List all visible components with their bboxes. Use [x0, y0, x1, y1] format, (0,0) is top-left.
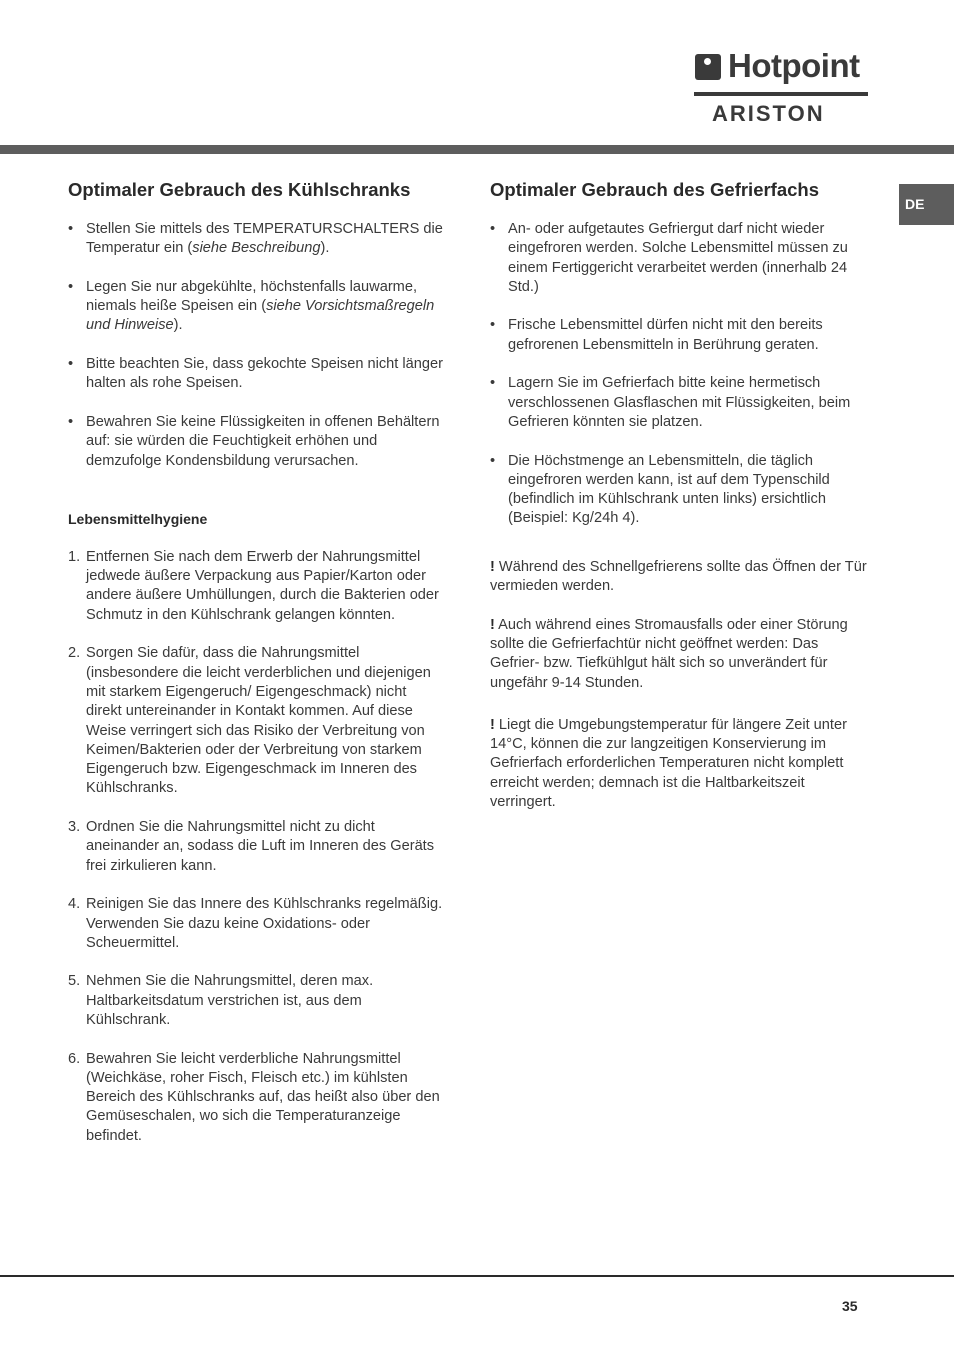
- list-item: • Bitte beachten Sie, dass gekochte Speisen nicht länger halten als rohe Speisen.: [68, 355, 444, 394]
- fridge-bullet-list: [68, 220, 444, 471]
- logo-mark-icon: [695, 54, 721, 80]
- hygiene-subheading: Lebensmittelhygiene: [68, 510, 208, 527]
- warning-note: ! Auch während eines Stromausfalls oder einer Störung sollte die Gefrierfachtür nicht geöffnet werden: Das Gefrier- bzw. Tiefkühlgut hält sich so unverändert für ungefähr 9-14 Stunden.: [490, 616, 848, 691]
- freezer-bullet-list: [490, 220, 870, 529]
- list-item: • Legen Sie nur abgekühlte, höchstenfalls lauwarme, niemals heiße Speisen ein (siehe Vorsichtsmaßregeln und Hinweise).: [68, 278, 444, 336]
- warning-icon: !: [490, 716, 495, 733]
- list-item: 4. Reinigen Sie das Innere des Kühlschranks regelmäßig. Verwenden Sie dazu keine Oxidations- oder Scheuermittel.: [68, 896, 443, 951]
- list-item: 5. Nehmen Sie die Nahrungsmittel, deren max. Haltbarkeitsdatum verstrichen ist, aus dem Kühlschrank.: [68, 973, 374, 1028]
- page-number: 35: [842, 1298, 858, 1314]
- list-item: • Die Höchstmenge an Lebensmitteln, die täglich eingefroren werden kann, ist auf dem Typenschild (befindlich im Kühlschrank unten links) ersichtlich (Beispiel: Kg/24h 4).: [490, 452, 870, 529]
- warning-note: ! Während des Schnellgefrierens sollte das Öffnen der Tür vermieden werden.: [490, 558, 867, 595]
- list-item: 3. Ordnen Sie die Nahrungsmittel nicht zu dicht aneinander an, sodass die Luft im Inneren des Geräts frei zirkulieren kann.: [68, 819, 435, 874]
- list-item: • Lagern Sie im Gefrierfach bitte keine hermetisch verschlossenen Glasflaschen mit Flüssigkeiten, beim Gefrieren könnten sie platzen.: [490, 374, 870, 432]
- logo-main-text: Hotpoint: [728, 47, 860, 84]
- list-item: • Frische Lebensmittel dürfen nicht mit den bereits gefrorenen Lebensmitteln in Berührung geraten.: [490, 316, 870, 355]
- right-column: [490, 180, 870, 832]
- list-item: 2. Sorgen Sie dafür, dass die Nahrungsmittel (insbesondere die leicht verderblichen und diejenigen mit starkem Eigengeruch/ Eigengeschmack) nicht direkt untereinander in Kontakt kommen. Auf diese Weise verringert sich das Risiko der Verbreitung von Keimen/Bakterien oder der Verbreitung von starkem Eigengeruch bzw. Eigengeschmack im Inneren des Kühlschranks.: [68, 645, 431, 797]
- hygiene-numbered-list: [68, 548, 444, 1146]
- warning-note: ! Liegt die Umgebungstemperatur für längere Zeit unter 14°C, können die zur langzeitigen Konservierung im Gefrierfach erforderlichen Temperaturen nicht komplett erreicht werden; demnach ist die Haltbarkeitszeit verringert.: [490, 716, 847, 811]
- freezer-heading: Optimaler Gebrauch des Gefrierfachs: [490, 179, 820, 200]
- list-item: 1. Entfernen Sie nach dem Erwerb der Nahrungsmittel jedwede äußere Verpackung aus Papier/Karton oder andere äußere Umhüllungen, durch die Bakterien oder Schmutz in den Kühlschrank gelangen könnten.: [68, 548, 439, 623]
- warning-icon: !: [490, 616, 495, 633]
- header-bar: [0, 145, 954, 154]
- list-item: • Bewahren Sie keine Flüssigkeiten in offenen Behältern auf: sie würden die Feuchtigkeit erhöhen und demzufolge Kondensbildung verursachen.: [68, 413, 444, 471]
- left-column: [68, 180, 444, 1165]
- warning-icon: !: [490, 558, 495, 575]
- footer-rule: [0, 1275, 954, 1277]
- language-tab: DE: [899, 184, 954, 225]
- brand-logo: [694, 47, 868, 126]
- logo-sub-text: ARISTON: [712, 101, 825, 126]
- list-item: • An- oder aufgetautes Gefriergut darf nicht wieder eingefroren werden. Solche Lebensmittel müssen zu einem Fertiggericht verarbeitet werden (innerhalb 24 Std.): [490, 220, 870, 297]
- list-item: • Stellen Sie mittels des TEMPERATURSCHALTERS die Temperatur ein (siehe Beschreibung).: [68, 220, 444, 259]
- fridge-heading: Optimaler Gebrauch des Kühlschranks: [68, 179, 411, 200]
- logo-rule: [694, 92, 868, 96]
- list-item: 6. Bewahren Sie leicht verderbliche Nahrungsmittel (Weichkäse, roher Fisch, Fleisch etc.) im kühlsten Bereich des Kühlschranks auf, das heißt also über den Gemüseschalen, wo sich die Temperaturanzeige befindet.: [68, 1050, 440, 1144]
